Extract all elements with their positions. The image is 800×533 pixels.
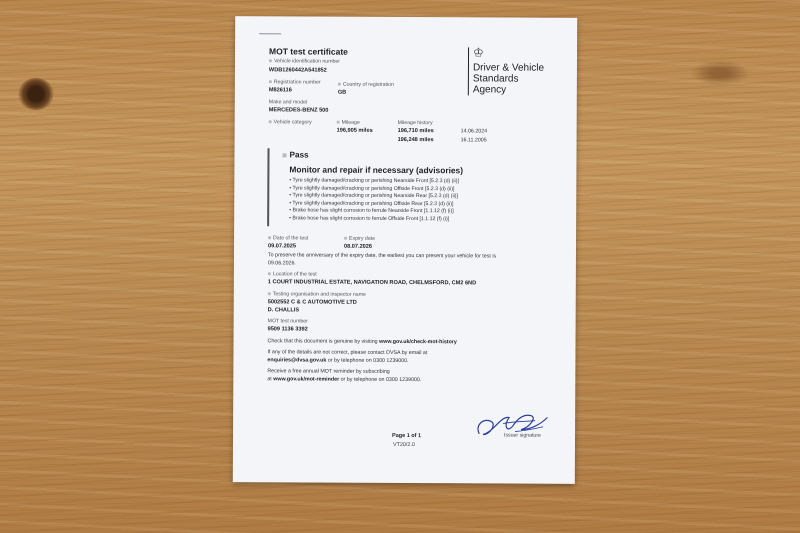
org-label: Testing organisation and inspector name	[268, 291, 366, 298]
make-label: Make and model	[268, 99, 308, 106]
test-date-label: Date of the test	[268, 235, 308, 241]
logo-rule	[468, 47, 469, 95]
agency-name	[473, 62, 544, 95]
advisory-item: • Tyre slightly damaged/cracking or perishing Nearside Front [5.2.3 (d) (ii)]	[289, 177, 459, 185]
preserve-date: 09.06.2026.	[267, 260, 296, 267]
check-text-prefix: Check that this document is genuine by visiting	[267, 338, 380, 345]
expiry-value: 08.07.2026	[344, 243, 373, 250]
agency-name-line: Standards	[472, 73, 519, 85]
reminder-phone: or by telephone on 0300 1239000.	[339, 376, 422, 384]
make-value: MERCEDES-BENZ 500	[268, 107, 329, 114]
reg-value: M826116	[268, 87, 292, 94]
advisory-item: • Tyre slightly damaged/cracking or perishing Offside Front [5.2.3 (d) (ii)]	[289, 185, 459, 193]
page-number: Page 1 of 1	[392, 432, 422, 440]
history-date: 16.11.2005	[460, 137, 487, 144]
agency-name-line: Agency	[472, 84, 507, 96]
reminder-line	[267, 376, 421, 383]
vin-label: Vehicle identification number	[269, 58, 340, 64]
mileage-history-label: Mileage history	[397, 119, 433, 127]
mileage-label: Mileage	[337, 120, 360, 126]
contact-line	[267, 357, 408, 364]
advisories-heading: Monitor and repair if necessary (advisories)	[289, 164, 464, 176]
mot-certificate	[233, 16, 577, 484]
reminder-prefix: at	[267, 376, 274, 383]
check-text	[268, 338, 457, 345]
agency-name-line: Driver & Vehicle	[472, 62, 545, 74]
inspector-value: D. CHALLIS	[267, 307, 300, 314]
contact-line: If any of the details are not correct, please contact DVSA by email at	[267, 349, 428, 357]
category-label: Vehicle category	[269, 119, 312, 125]
test-number-label: MOT test number	[267, 318, 308, 325]
country-label: Country of registration	[338, 82, 394, 88]
royal-crest-icon: ♔	[472, 45, 484, 60]
location-value: 1 COURT INDUSTRIAL ESTATE, NAVIGATION ROAD, CHELMSFORD, CM2 6ND	[267, 279, 477, 287]
result-status: Pass	[282, 150, 308, 159]
mileage-value: 196,905 miles	[336, 127, 373, 134]
certificate-title: MOT test certificate	[269, 46, 348, 57]
wood-knot	[18, 78, 54, 110]
mot-reminder-link[interactable]: www.gov.uk/mot-reminder	[273, 376, 340, 383]
pass-section-rule	[267, 148, 269, 226]
history-date: 14.06.2024	[460, 128, 488, 135]
reg-label: Registration number	[269, 79, 321, 85]
divider	[259, 33, 281, 34]
location-label: Location of the test	[268, 271, 317, 277]
advisories-list	[289, 177, 459, 223]
country-value: GB	[337, 89, 347, 96]
contact-phone: or by telephone on 0300 1239000.	[326, 357, 409, 365]
advisory-item: • Tyre slightly damaged/cracking or perishing Offside Rear [5.2.3 (d) (ii)]	[289, 200, 459, 208]
history-miles: 196,710 miles	[397, 127, 434, 135]
issuer-signature-label: Issuer signature	[504, 432, 541, 439]
check-mot-link[interactable]: www.gov.uk/check-mot-history	[379, 338, 457, 346]
vin-value: WDB1260442A541852	[268, 67, 327, 74]
test-number-value: 9509 1136 3392	[267, 326, 308, 333]
test-date-value: 09.07.2025	[268, 243, 297, 250]
advisory-item: • Brake hose has slight corrosion to ferrule Nearside Front [1.1.12 (f) (i)]	[289, 207, 459, 215]
history-miles: 196,248 miles	[397, 136, 434, 144]
org-value: 5002552 C & C AUTOMOTIVE LTD	[267, 299, 357, 306]
expiry-label: Expiry date	[344, 236, 375, 242]
advisory-item: • Tyre slightly damaged/cracking or perishing Nearside Rear [5.2.3 (d) (ii)]	[289, 192, 459, 200]
dvsa-logo	[468, 45, 553, 115]
contact-email-link[interactable]: enquiries@dvsa.gov.uk	[267, 357, 327, 364]
preserve-text: To preserve the anniversary of the expiry date, the earliest you can present your vehicle for test is	[267, 252, 497, 260]
advisory-item: • Brake hose has slight corrosion to ferrule Offside Front [1.1.12 (f) (i)]	[289, 215, 459, 223]
form-version: VT20/2.0	[392, 441, 415, 449]
reminder-line: Receive a free annual MOT reminder by subscribing	[267, 368, 390, 375]
wood-knot	[690, 60, 750, 86]
